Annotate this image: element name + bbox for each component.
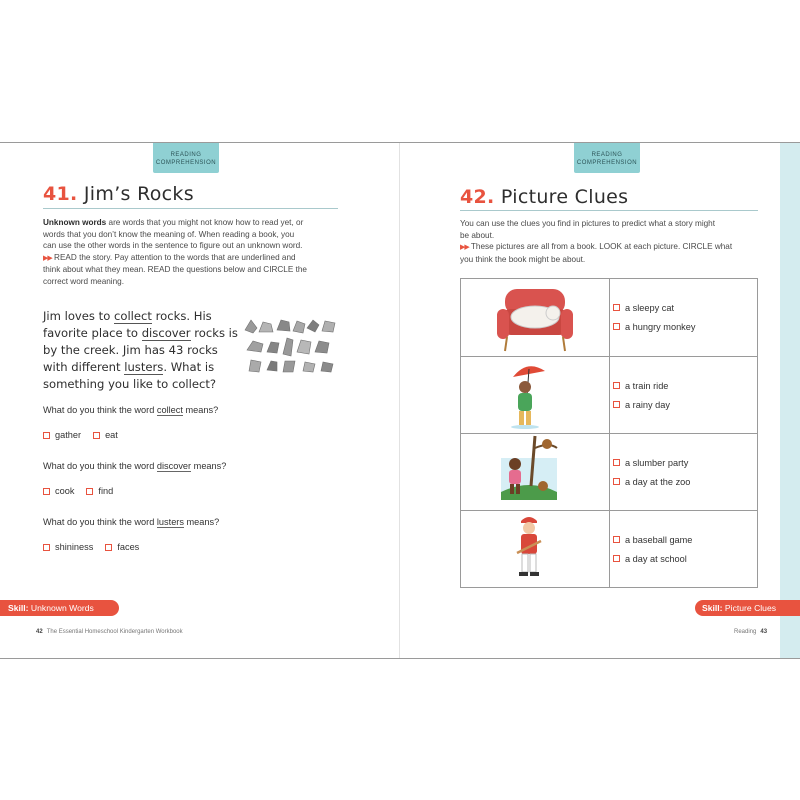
answer-option[interactable] — [613, 317, 695, 336]
story-part: . What is something you like to collect? — [43, 360, 217, 391]
checkbox[interactable] — [613, 323, 620, 330]
table-row — [461, 433, 757, 510]
checkbox[interactable] — [43, 544, 50, 551]
tab-line-2: COMPREHENSION — [576, 160, 638, 166]
answer-options-1 — [43, 430, 118, 440]
answer-option[interactable] — [43, 486, 74, 496]
page-number: 42 — [36, 629, 43, 635]
option-label: a day at the zoo — [625, 476, 691, 487]
question-3 — [43, 517, 219, 527]
skill-badge-right — [695, 600, 800, 616]
footer-right — [734, 629, 771, 635]
question-word: collect — [156, 405, 183, 415]
checkbox[interactable] — [613, 401, 620, 408]
intro-line: words that you don’t know the meaning of. When reading a book, you — [43, 229, 295, 239]
intro-line: think about what they mean. READ the questions below and CIRCLE the — [43, 265, 307, 275]
title-text: Jim’s Rocks — [83, 183, 194, 205]
answer-option[interactable] — [613, 549, 692, 568]
checkbox[interactable] — [43, 432, 50, 439]
intro-line: You can use the clues you find in pictures to predict what a story might — [460, 219, 716, 228]
option-label: find — [98, 486, 114, 496]
checkbox[interactable] — [93, 432, 100, 439]
question-text: means? — [182, 405, 219, 415]
question-text: What do you think the word — [43, 517, 157, 527]
answer-option[interactable] — [613, 530, 692, 549]
option-label: gather — [55, 430, 82, 440]
title-rule-left — [43, 208, 338, 209]
row-choices — [613, 298, 695, 336]
intro-line: correct word meaning. — [43, 276, 124, 286]
option-label: eat — [105, 430, 118, 440]
title-number: 41. — [43, 183, 78, 205]
underlined-word-discover: discover — [141, 326, 191, 340]
answer-option[interactable] — [43, 542, 93, 552]
answer-options-3 — [43, 542, 139, 552]
footer-text: The Essential Homeschool Kindergarten Workbook — [46, 629, 183, 635]
answer-option[interactable] — [613, 395, 670, 414]
page-title-right — [460, 186, 628, 208]
sleeping-cat-picture — [461, 279, 609, 356]
checkbox[interactable] — [105, 544, 112, 551]
question-text: What do you think the word — [43, 405, 157, 415]
intro-line: These pictures are all from a book. LOOK at each picture. CIRCLE what — [468, 242, 733, 252]
tab-line-1: READING — [591, 152, 623, 158]
answer-option[interactable] — [93, 430, 118, 440]
checkbox[interactable] — [43, 488, 50, 495]
intro-line: READ the story. Pay attention to the words that are underlined and — [51, 252, 296, 262]
reading-comprehension-tab-right — [574, 143, 640, 173]
underlined-word-lusters: lusters — [124, 360, 164, 374]
page-gutter — [399, 143, 400, 658]
tab-line-1: READING — [170, 152, 202, 158]
skill-value: Unknown Words — [28, 603, 94, 613]
question-text: means? — [183, 517, 220, 527]
answer-option[interactable] — [43, 430, 81, 440]
option-label: a day at school — [625, 553, 687, 564]
question-word: discover — [156, 461, 192, 471]
arrow-icon: ▶▶ — [460, 244, 469, 252]
question-word: lusters — [156, 517, 184, 527]
title-number: 42. — [460, 186, 495, 208]
answer-option[interactable] — [613, 472, 690, 491]
option-label: shininess — [55, 542, 94, 552]
checkbox[interactable] — [613, 478, 620, 485]
answer-option[interactable] — [105, 542, 139, 552]
option-label: cook — [55, 486, 75, 496]
rocks-illustration — [243, 316, 337, 374]
intro-line: can use the other words in the sentence to figure out an unknown word. — [43, 241, 303, 251]
table-row — [461, 356, 757, 433]
table-row — [461, 279, 757, 356]
option-label: a train ride — [625, 380, 669, 391]
answer-option[interactable] — [613, 453, 690, 472]
reading-comprehension-tab-left — [153, 143, 219, 173]
intro-line: be about. — [460, 230, 495, 240]
tab-line-2: COMPREHENSION — [155, 160, 217, 166]
intro-lead-rest: are words that you might not know how to read yet, or — [106, 218, 304, 227]
story-text — [43, 308, 243, 393]
story-part: Jim loves to — [43, 309, 114, 323]
question-text: means? — [191, 461, 227, 471]
option-label: a hungry monkey — [625, 321, 696, 332]
option-label: faces — [117, 542, 140, 552]
option-label: a sleepy cat — [625, 302, 675, 313]
answer-option[interactable] — [613, 376, 670, 395]
intro-line: you think the book might be about. — [460, 254, 586, 264]
footer-left — [32, 629, 183, 635]
checkbox[interactable] — [613, 555, 620, 562]
girl-with-monkeys-picture — [461, 434, 609, 511]
checkbox[interactable] — [86, 488, 93, 495]
option-label: a baseball game — [625, 534, 693, 545]
skill-value: Picture Clues — [722, 603, 777, 613]
answer-option[interactable] — [613, 298, 695, 317]
story-part: rocks. His favorite place to — [43, 309, 212, 340]
intro-lead-bold: Unknown words — [43, 218, 107, 227]
checkbox[interactable] — [613, 304, 620, 311]
checkbox[interactable] — [613, 536, 620, 543]
skill-badge-left — [0, 600, 119, 616]
right-color-band — [780, 143, 800, 658]
row-choices — [613, 376, 670, 414]
title-rule-right — [460, 210, 758, 211]
row-choices — [613, 530, 692, 568]
option-label: a slumber party — [625, 457, 689, 468]
checkbox[interactable] — [613, 459, 620, 466]
skill-label: Skill: — [702, 603, 723, 613]
intro-text-left — [43, 217, 343, 288]
row-choices — [613, 453, 690, 491]
footer-text: Reading — [734, 629, 757, 635]
arrow-icon: ▶▶ — [43, 254, 52, 262]
question-1 — [43, 405, 218, 415]
intro-text-right — [460, 218, 770, 265]
skill-label: Skill: — [8, 603, 29, 613]
child-with-umbrella-picture — [461, 357, 609, 434]
answer-option[interactable] — [86, 486, 113, 496]
underlined-word-collect: collect — [113, 309, 152, 323]
baseball-player-picture — [461, 511, 609, 588]
picture-clues-table — [460, 278, 758, 588]
answer-options-2 — [43, 486, 113, 496]
left-margin — [0, 143, 20, 658]
title-text: Picture Clues — [500, 186, 629, 208]
page-title-left — [43, 183, 194, 205]
option-label: a rainy day — [625, 399, 670, 410]
question-2 — [43, 461, 226, 471]
question-text: What do you think the word — [43, 461, 157, 471]
checkbox[interactable] — [613, 382, 620, 389]
table-row — [461, 510, 757, 587]
page-number: 43 — [760, 629, 768, 635]
story-part: rocks is by the creek. Jim has 43 rocks with different — [43, 326, 238, 374]
